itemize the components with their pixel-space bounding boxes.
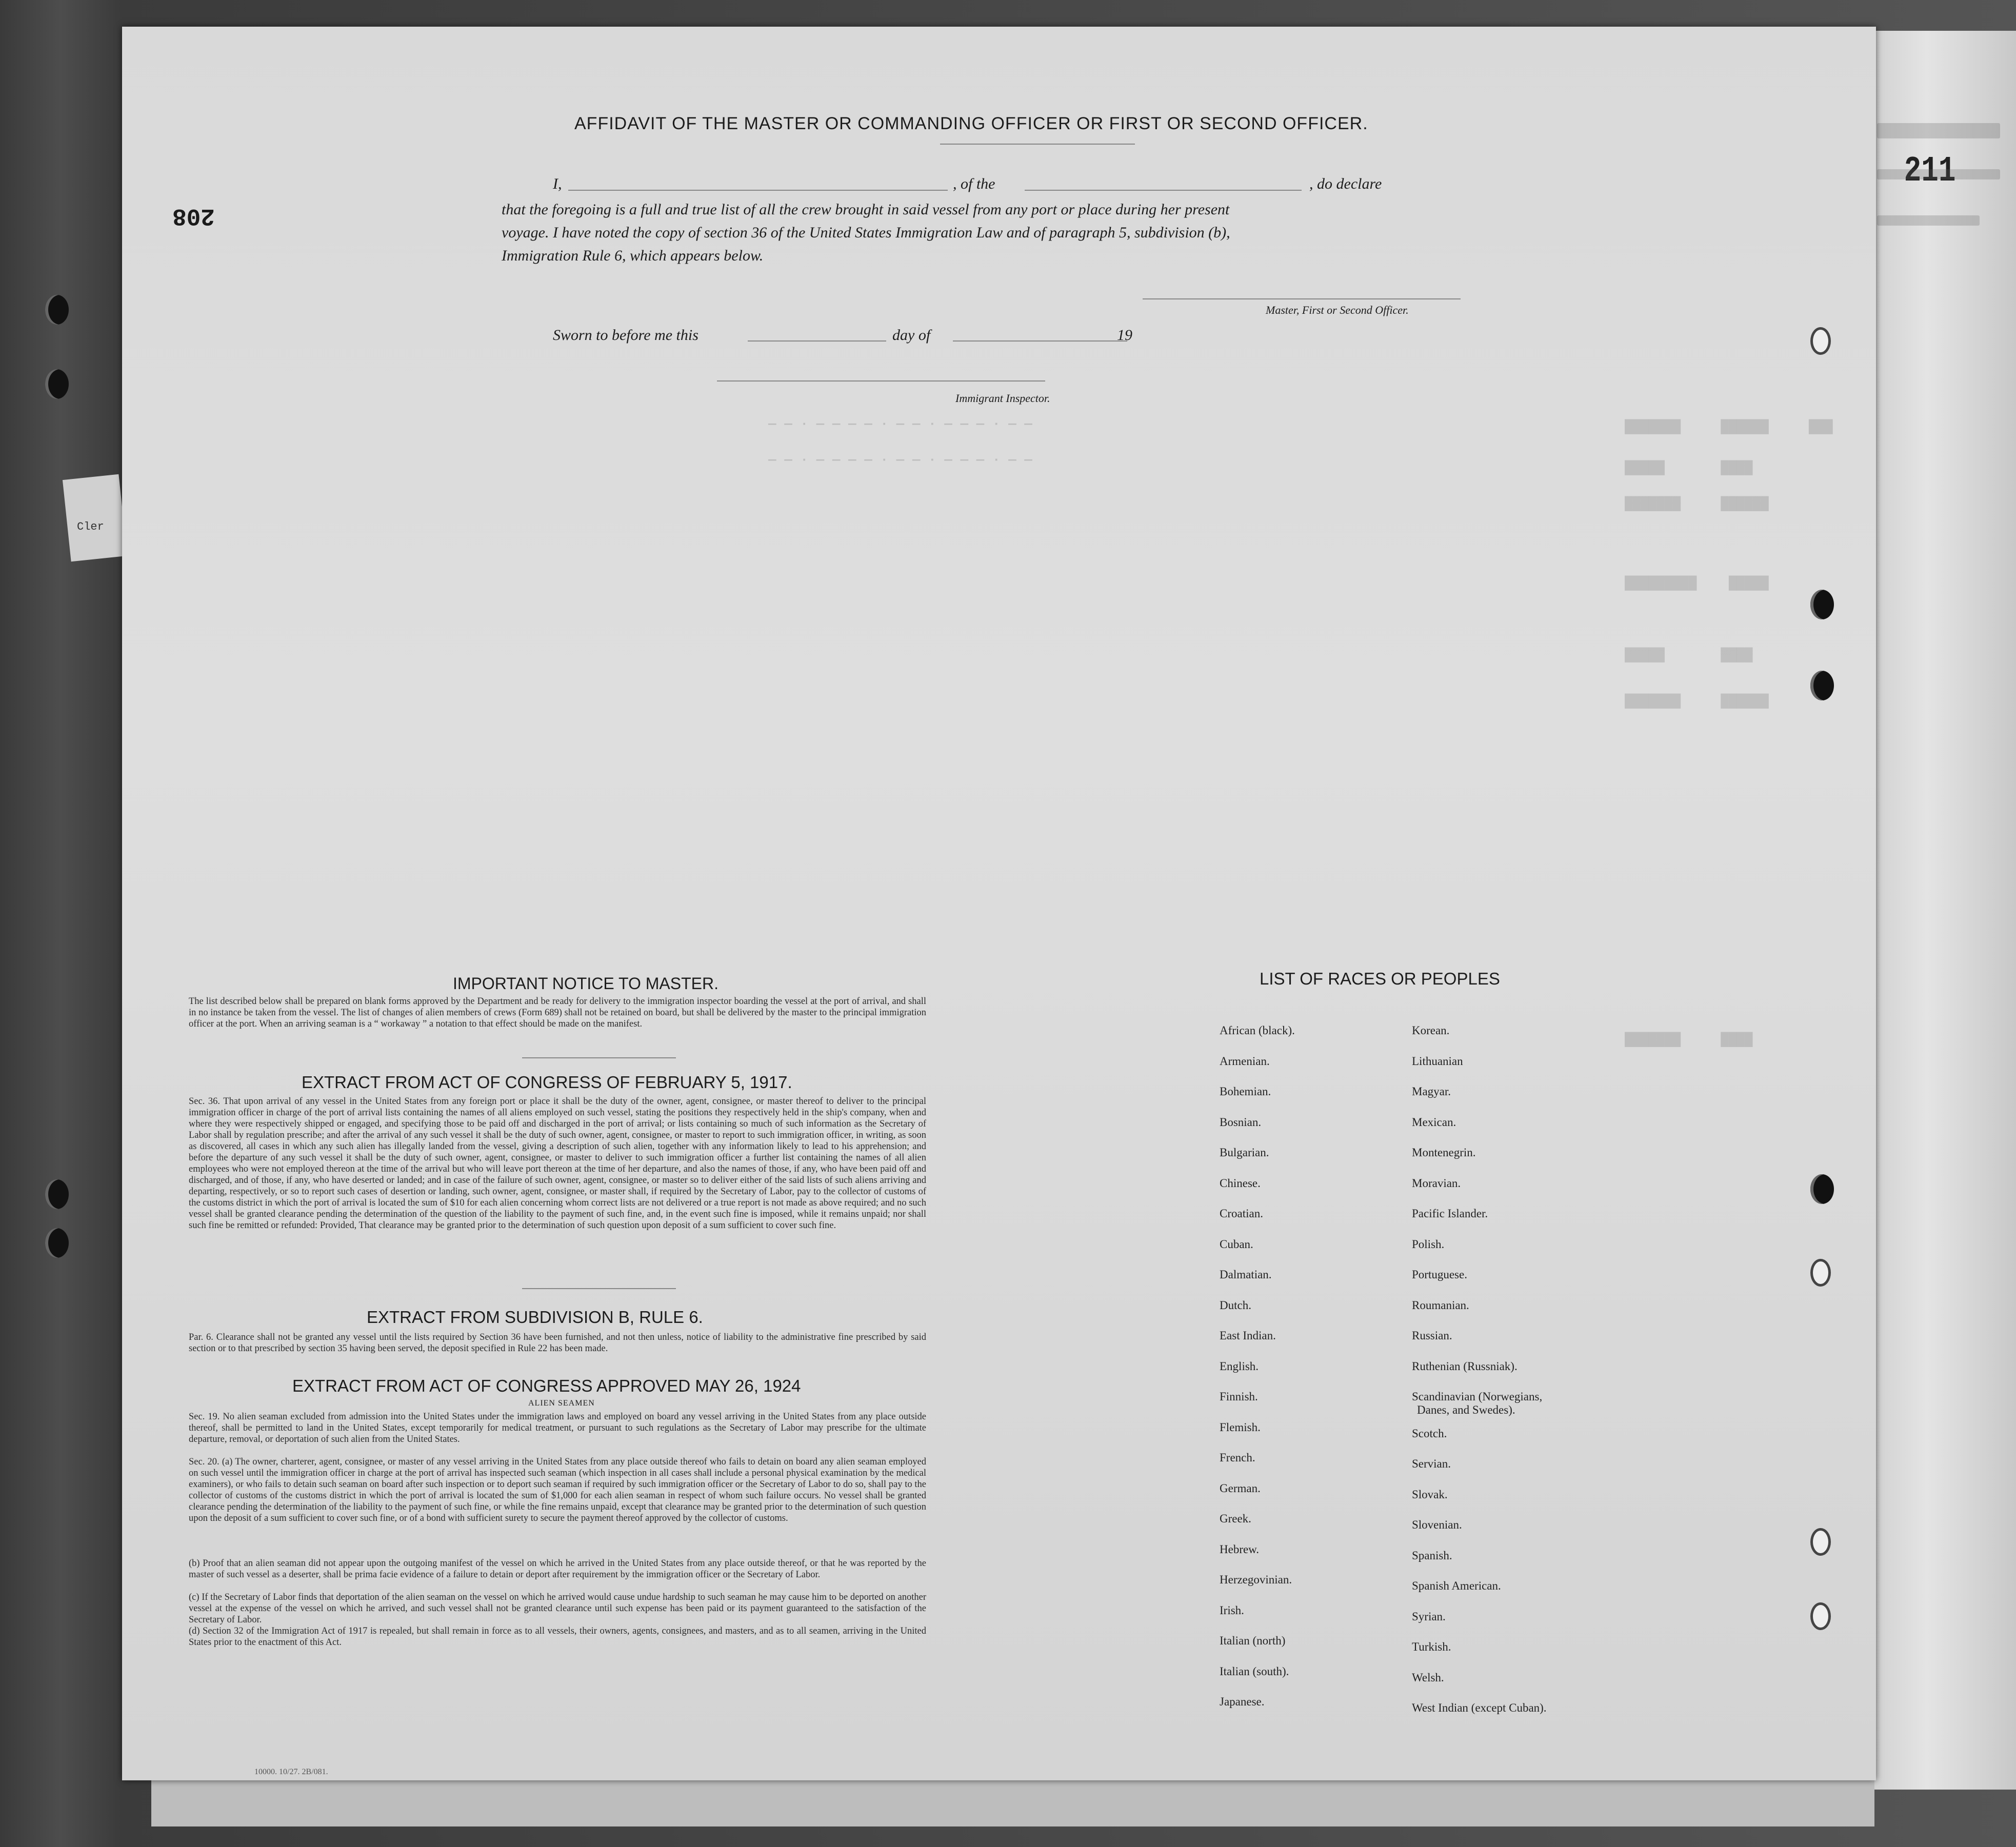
race-item: Spanish American.: [1412, 1579, 1501, 1592]
binder-hole: [1810, 1174, 1834, 1204]
extract-1917-text: Sec. 36. That upon arrival of any vessel in the United States from any foreign port or place it shall be the duty of the owner, agent, consignee, or master thereof to deliver to the principal immigration officer in charge of the port of arrival lists containing the names of all aliens employed on such vessel, stating the positions they respectively held in the ship's company, when and where they were respectively shipped or engaged, and specifying those to be paid off and discharged in the port of arrival; or lists containing so much of such information as the Secretary of Labor shall by regulation prescribe; and after the arrival of any such vessel it shall be the duty of such owner, agent, consignee, or master to report to such immigration officer, in writing, as soon as discovered, all cases in which any such alien has illegally landed from the vessel, giving a description of such alien, together with any information likely to lead to his apprehension; and before the departure of any such vessel it shall be the duty of such owner, agent, consignee, or master to deliver to such immigration officer a further list containing the names of all alien employees who were not employed thereon at the time of the arrival but who will leave port thereon at the time of her departure, and also the names of those, if any, who have been paid off and discharged, and of those, if any, who have deserted or landed; and in case of the failure of such owner, agent, consignee, or master so to deliver either of the said lists of such aliens arriving and departing, respectively, or so to report such cases of desertion or landing, such owner, agent, consignee, or master shall, if required by the Secretary of Labor, pay to the collector of customs of the customs district in which the port of arrival is located the sum of $10 for each alien concerning whom correct lists are not delivered or a true report is not made as above required; and no such vessel shall be granted clearance pending the determination of the question of the liability to the payment of such fine, and, in the event such fine is imposed, while it remains unpaid; nor shall such fine be remitted or refunded: Provided, That clearance may be granted prior to the determination of such question upon deposit of a sum sufficient to cover such fine.: [189, 1096, 926, 1231]
year-label: 19: [1117, 327, 1132, 344]
race-item: English.: [1220, 1359, 1259, 1373]
race-item: Italian (south).: [1220, 1664, 1289, 1678]
master-signature-field[interactable]: [1143, 298, 1461, 299]
race-item: Scotch.: [1412, 1427, 1447, 1440]
binder-hole: [45, 1228, 69, 1258]
margin-number: 208: [172, 203, 215, 229]
affidavit-line-3: Immigration Rule 6, which appears below.: [502, 247, 764, 264]
race-item: Syrian.: [1412, 1610, 1446, 1623]
races-title: LIST OF RACES OR PEOPLES: [1260, 969, 1500, 988]
extract-1924-title: EXTRACT FROM ACT OF CONGRESS APPROVED MAY 26, 1924: [292, 1376, 801, 1395]
binder-hole: [45, 295, 69, 325]
notice-title: IMPORTANT NOTICE TO MASTER.: [453, 974, 718, 993]
race-item: Japanese.: [1220, 1695, 1265, 1708]
notice-text: The list described below shall be prepared on blank forms approved by the Department and be ready for delivery to the immigration inspector boarding the vessel at the port of arrival, and shall in no instance be taken from the vessel. The list of changes of alien members of crews (Form 689) shall not be retained on board, but shall be delivered by the master to the principal immigration officer at the port. When an arriving seaman is a “ workaway ” a notation to that effect should be made on the manifest.: [189, 996, 926, 1029]
sworn-month-field[interactable]: [953, 340, 1127, 342]
print-code: 10000. 10/27. 2B/081.: [254, 1768, 328, 1776]
binder-hole: [1810, 1528, 1831, 1556]
race-item: Welsh.: [1412, 1671, 1444, 1684]
race-item: Dutch.: [1220, 1298, 1251, 1312]
race-item: Korean.: [1412, 1024, 1450, 1037]
officer-name-field[interactable]: [568, 190, 948, 191]
race-item: Slovenian.: [1412, 1518, 1462, 1531]
race-item: Magyar.: [1412, 1085, 1451, 1098]
affidavit-line-1: that the foregoing is a full and true list of all the crew brought in said vessel from any port or place during her present: [502, 201, 1230, 218]
race-item: Portuguese.: [1412, 1268, 1467, 1281]
race-item: Herzegovinian.: [1220, 1573, 1292, 1586]
inspector-label: Immigrant Inspector.: [955, 392, 1050, 405]
race-item: Bosnian.: [1220, 1115, 1262, 1129]
extract-1924-p4: (c) If the Secretary of Labor finds that deportation of the alien seaman on the vessel on which he arrived would cause undue hardship to such seaman he may cause him to be deported on another vessel at the expense of the vessel on which he arrived, and such vessel shall not be granted clearance until such expense has been paid or its payment guaranteed to the satisfaction of the Secretary of Labor.: [189, 1592, 926, 1625]
vessel-name-field[interactable]: [1025, 190, 1302, 191]
race-item: German.: [1220, 1481, 1261, 1495]
affidavit-declare-label: , do declare: [1309, 175, 1382, 192]
race-item: Croatian.: [1220, 1207, 1263, 1220]
race-item: Chinese.: [1220, 1176, 1261, 1190]
extract-1924-p5: (d) Section 32 of the Immigration Act of 1917 is repealed, but shall remain in force as to all vessels, their owners, agents, consignees, and masters, and as to all seamen, arriving in the United States prior to the enactment of this Act.: [189, 1626, 926, 1648]
binder-hole: [1810, 1259, 1831, 1287]
race-item: Dalmatian.: [1220, 1268, 1272, 1281]
race-item: African (black).: [1220, 1024, 1295, 1037]
stamp-fragment: Cler: [77, 520, 104, 533]
day-of-label: day of: [892, 327, 931, 344]
race-item: Bulgarian.: [1220, 1146, 1269, 1159]
document-page: ███████ ██████ ███ █████ ████ ███████ ██████ █████████ █████ █████ ████ ███████ ██████ ███████ ████ — — · — — — — · — — · — — — · — — — — · — — — — · — — · — — — · — — 208 AFFIDAVIT OF THE MASTER OR COMMANDING OFFICER OR FIRST OR SECOND OFFICER. I, , of the , do declare that the foregoing is a full and true list of all the crew brought in said vessel from any port or place during her present voyage. I have noted the copy of section 36 of the United States Immigration Law and of paragraph 5, subdivision (b), Immigration Rule 6, which appears below. Master, First or Second Officer. Sworn to before me this day of 19 Immigrant Inspector. IMPORTANT NOTICE TO MASTER. The list described below shall be prepared on blank forms approved by the Department and be ready for delivery to the immigration inspector boarding the vessel at the port of arrival, and shall in no instance be taken from the vessel. The list of changes of alien members of crews (Form 689) shall not be retained on board, but shall be delivered by the master to the principal immigration officer at the port. When an arriving seaman is a “ workaway ” a notation to that effect should be made on the manifest. EXTRACT FROM ACT OF CONGRESS OF FEBRUARY 5, 1917. Sec. 36. That upon arrival of any vessel in the United States from any foreign port or place it shall be the duty of the owner, agent, consignee, or master thereof to deliver to the principal immigration officer in charge of the port of arrival lists containing the names of all aliens employed on such vessel, stating the positions they respectively held in the ship's company, when and where they were respectively shipped or engaged, and specifying those to be paid off and discharged in the port of arrival; or lists containing so much of such information as the Secretary of Labor shall by regulation prescribe; and after the arrival of any such vessel it shall be the duty of such owner, agent, consignee, or master to report to such immigration officer, in writing, as soon as discovered, all cases in which any such alien has illegally landed from the vessel, giving a description of such alien, together with any information likely to lead to his apprehension; and before the departure of any such vessel it shall be the duty of such owner, agent, consignee, or master to deliver to such immigration officer a further list containing the names of all alien employees who were not employed thereon at the time of the arrival but who will leave port thereon at the time of her departure, and also the names of those, if any, who have been paid off and discharged, and of those, if any, who have deserted or landed; and in case of the failure of such owner, agent, consignee, or master so to deliver either of the said lists of such aliens arriving and departing, respectively, or so to report such cases of desertion or landing, such owner, agent, consignee, or master shall, if required by the Secretary of Labor, pay to the collector of customs of the customs district in which the port of arrival is located the sum of $10 for each alien concerning whom correct lists are not delivered or a true report is not made as above required; and no such vessel shall be granted clearance pending the determination of the question of the liability to the payment of such fine, and, in the event such fine is imposed, while it remains unpaid; nor shall such fine be remitted or refunded: Provided, That clearance may be granted prior to the determination of such question upon deposit of a sum sufficient to cover such fine. EXTRACT FROM SUBDIVISION B, RULE 6. Par. 6. Clearance shall not be granted any vessel until the lists required by Section 36 have been furnished, and not then unless, notice of liability to the administrative fine prescribed by said section or to that prescribed by section 35 having been served, the deposit specified in Rule 22 has been made. EXTRACT FROM ACT OF CONGRESS APPROVED MAY 26, 1924 ALIEN SEAMEN Sec. 19. No alien seaman excluded from admission into the United States under the immigration laws and employed on board any vessel arriving in the United States from any place outside thereof, shall be permitted to land in the United States, except temporarily for medical treatment, or pursuant to such regulations as the Secretary of Labor may prescribe for the ultimate departure, removal, or deportation of such alien from the United States. Sec. 20. (a) The owner, charterer, agent, consignee, or master of any vessel arriving in the United States from any place outside thereof who fails to detain on board any alien seaman employed on such vessel until the immigration officer in charge at the port of arrival has inspected such seaman (which inspection in all cases shall include a personal physical examination by the medical examiners), or who fails to detain such seaman on board after such inspection or to deport such seaman if required by such immigration officer or the Secretary of Labor to do so, shall pay to the collector of customs of the customs district in which the port of arrival is located the sum of $1,000 for each alien seaman in respect of whom such failure occurs. No vessel shall be granted clearance pending the determination of the liability to the payment of such fine, or while the fine remains unpaid, except that clearance may be granted prior to the determination of such question upon the deposit of a sum sufficient to cover such fine, or of a bond with sufficient surety to secure the payment thereof approved by the collector of customs. (b) Proof that an alien seaman did not appear upon the outgoing manifest of the vessel on which he arrived in the United States from any place outside thereof, or that he was reported by the master of such vessel as a deserter, shall be prima facie evidence of a failure to detain or deport after requirement by the immigration officer or the Secretary of Labor. (c) If the Secretary of Labor finds that deportation of the alien seaman on the vessel on which he arrived would cause undue hardship to such seaman he may cause him to be deported on another vessel at the expense of the vessel on which he arrived, and such vessel shall not be granted clearance until such expense has been paid or its payment guaranteed to the satisfaction of the Secretary of Labor. (d) Section 32 of the Immigration Act of 1917 is repealed, but shall remain in force as to all vessels, their owners, agents, consignees, and masters, and as to all seamen, arriving in the United States prior to the enactment of this Act. LIST OF RACES OR PEOPLES African (black). Armenian. Bohemian. Bosnian. Bulgarian. Chinese. Croatian. Cuban. Dalmatian. Dutch. East Indian. English. Finnish. Flemish. French. German. Greek. Hebrew. Herzegovinian. Irish. Italian (north) Italian (south). Japanese. Korean. Lithuanian Magyar. Mexican. Montenegrin. Moravian. Pacific Islander. Polish. Portuguese. Roumanian. Russian. Ruthenian (Russniak). Scandinavian (Norwegians, Scotch. Servian. Slovak. Slovenian. Spanish. Spanish American. Syrian. Turkish. Welsh. West Indian (except Cuban). Danes, and Swedes). 10000. 10/27. 2B/081.: [122, 27, 1876, 1780]
race-item: Finnish.: [1220, 1390, 1258, 1403]
sworn-day-field[interactable]: [748, 340, 886, 342]
binder-hole: [1810, 590, 1834, 619]
extract-1924-p2: Sec. 20. (a) The owner, charterer, agent, consignee, or master of any vessel arriving in the United States from any place outside thereof who fails to detain on board any alien seaman employed on such vessel until the immigration officer in charge at the port of arrival has inspected such seaman (which inspection in all cases shall include a personal physical examination by the medical examiners), or who fails to detain such seaman on board after such inspection or to deport such seaman if required by such immigration officer or the Secretary of Labor to do so, shall pay to the collector of customs of the customs district in which the port of arrival is located the sum of $1,000 for each alien seaman in respect of whom such failure occurs. No vessel shall be granted clearance pending the determination of the liability to the payment of such fine, or while the fine remains unpaid, except that clearance may be granted prior to the determination of such question upon the deposit of a sum sufficient to cover such fine, or of a bond with sufficient surety to secure the payment thereof approved by the collector of customs.: [189, 1457, 926, 1523]
affidavit-line-2: voyage. I have noted the copy of section 36 of the United States Immigration Law and of paragraph 5, subdivision (b),: [502, 224, 1230, 241]
affidavit-title: AFFIDAVIT OF THE MASTER OR COMMANDING OFFICER OR FIRST OR SECOND OFFICER.: [574, 114, 1368, 133]
race-item: East Indian.: [1220, 1329, 1276, 1342]
race-item: Polish.: [1412, 1237, 1445, 1251]
back-sheet-number: 211: [1904, 151, 1956, 192]
race-scandinavian-continued: Danes, and Swedes).: [1417, 1403, 1515, 1416]
extract-1924-p1: Sec. 19. No alien seaman excluded from admission into the United States under the immigration laws and employed on board any vessel arriving in the United States from any place outside thereof, shall be permitted to land in the United States, except temporarily for medical treatment, or pursuant to such regulations as the Secretary of Labor may prescribe for the ultimate departure, removal, or deportation of such alien from the United States.: [189, 1412, 926, 1444]
race-item: Roumanian.: [1412, 1298, 1469, 1312]
extract-1917-title: EXTRACT FROM ACT OF CONGRESS OF FEBRUARY 5, 1917.: [302, 1073, 792, 1092]
affidavit-of-the-label: , of the: [953, 175, 995, 192]
race-item: Montenegrin.: [1412, 1146, 1476, 1159]
race-item: Pacific Islander.: [1412, 1207, 1488, 1220]
binder-hole: [1810, 1602, 1831, 1630]
affidavit-i-label: I,: [553, 175, 562, 192]
page-bottom-strip: [151, 1780, 1874, 1826]
race-item: Hebrew.: [1220, 1542, 1260, 1556]
race-item: Italian (north): [1220, 1634, 1286, 1647]
race-item: French.: [1220, 1451, 1255, 1464]
race-item: Spanish.: [1412, 1549, 1452, 1562]
race-item: Turkish.: [1412, 1640, 1451, 1653]
race-item: Greek.: [1220, 1512, 1251, 1525]
extract-1924-subtitle: ALIEN SEAMEN: [528, 1399, 595, 1408]
race-item: Irish.: [1220, 1603, 1244, 1617]
stamp-fragment-box: [63, 474, 127, 562]
extract-1924-p3: (b) Proof that an alien seaman did not appear upon the outgoing manifest of the vessel on which he arrived in the United States from any place outside thereof, or that he was reported by the master of such vessel as a deserter, shall be prima facie evidence of a failure to detain or deport after requirement by the immigration officer or the Secretary of Labor.: [189, 1558, 926, 1580]
master-signature-label: Master, First or Second Officer.: [1266, 304, 1409, 316]
race-item: Slovak.: [1412, 1488, 1448, 1501]
binder-hole: [1810, 671, 1834, 700]
extract-rule6-title: EXTRACT FROM SUBDIVISION B, RULE 6.: [367, 1308, 703, 1327]
race-item: West Indian (except Cuban).: [1412, 1701, 1547, 1714]
inspector-signature-field[interactable]: [717, 380, 1045, 382]
race-item: Ruthenian (Russniak).: [1412, 1359, 1518, 1373]
binder-hole: [45, 1179, 69, 1209]
binder-hole: [45, 369, 69, 399]
sworn-label: Sworn to before me this: [553, 327, 698, 344]
race-item: Bohemian.: [1220, 1085, 1271, 1098]
back-sheet: [1867, 31, 2016, 1790]
extract-rule6-text: Par. 6. Clearance shall not be granted any vessel until the lists required by Section 36 have been furnished, and not then unless, notice of liability to the administrative fine prescribed by said section or to that prescribed by section 35 having been served, the deposit specified in Rule 22 has been made.: [189, 1332, 926, 1354]
race-item: Russian.: [1412, 1329, 1452, 1342]
race-item: Moravian.: [1412, 1176, 1461, 1190]
race-item: Lithuanian: [1412, 1054, 1463, 1068]
race-item: Servian.: [1412, 1457, 1451, 1470]
race-item: Flemish.: [1220, 1420, 1261, 1434]
race-item: Cuban.: [1220, 1237, 1253, 1251]
race-item: Armenian.: [1220, 1054, 1270, 1068]
binder-hole: [1810, 327, 1831, 355]
race-item: Mexican.: [1412, 1115, 1456, 1129]
race-item: Scandinavian (Norwegians,: [1412, 1390, 1543, 1403]
